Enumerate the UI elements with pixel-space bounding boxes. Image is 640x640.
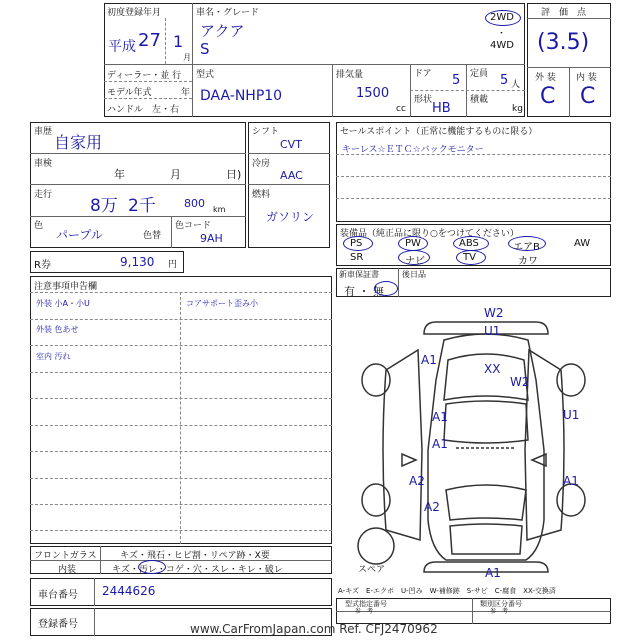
car-name: アクア: [200, 22, 245, 40]
grade-label: 評 価 点: [541, 8, 587, 18]
equip-pw: PW: [405, 238, 421, 249]
fuel-value: ガソリン: [266, 210, 315, 224]
mileage-label: 走行: [34, 190, 53, 200]
mileage-sen: 2千: [128, 196, 156, 216]
circle-abs: [453, 236, 489, 251]
displacement-label: 排気量: [336, 70, 364, 80]
history-value: 自家用: [54, 133, 103, 152]
damage-mark-5: A1: [421, 353, 437, 367]
notes-label: 注意事項申告欄: [34, 282, 98, 292]
drive-separator: ・: [497, 29, 507, 39]
capacity-label: 定員: [470, 69, 489, 79]
registration-month: 1: [173, 32, 184, 51]
fuel-label: 燃料: [252, 190, 271, 200]
class-number-sub: 参 考: [490, 608, 509, 615]
damage-mark-10: A2: [424, 500, 440, 514]
circle-airbag: [508, 236, 546, 251]
registration-year: 27: [138, 30, 161, 51]
front-left-wheel: [362, 484, 390, 516]
interior-label: 内装: [58, 565, 77, 575]
damage-mark-1: W2: [484, 306, 504, 320]
circle-ps: [343, 236, 373, 251]
return-item-label: 後日品: [402, 270, 426, 279]
exterior-grade-label: 外 装: [535, 73, 556, 83]
drive-4wd: 4WD: [490, 40, 514, 51]
shift-label: シフト: [252, 127, 280, 137]
circle-navi: [398, 250, 430, 265]
shaken-label: 車検: [34, 159, 53, 169]
door-count: 5: [452, 73, 461, 88]
drive-2wd: 2WD: [490, 12, 514, 23]
note-left-3: 室内 汚れ: [36, 352, 71, 361]
car-damage-diagram: [336, 300, 611, 585]
note-right-1: コアサポート歪み小: [186, 299, 258, 308]
door-label: ドア: [414, 69, 432, 79]
windshield-outline: [446, 485, 526, 520]
capacity-unit: 人: [511, 80, 521, 90]
sales-point-box: [336, 122, 611, 222]
top-section: [104, 3, 525, 117]
cc-unit: cc: [396, 104, 406, 114]
circle-pw: [398, 236, 428, 251]
color-value: パープル: [56, 228, 103, 242]
mileage-hyaku: 800: [184, 197, 205, 210]
yen-unit: 円: [168, 260, 178, 270]
damage-mark-4: W2: [510, 375, 530, 389]
equip-airbag: エアB: [513, 242, 540, 253]
circle-interior-dirt: [138, 560, 166, 574]
equip-abs: ABS: [459, 238, 479, 249]
displacement: 1500: [356, 86, 390, 101]
color-code: 9AH: [200, 232, 223, 245]
damage-mark-12: A1: [485, 566, 501, 580]
shift-value: CVT: [280, 138, 302, 151]
month-unit: 月: [183, 53, 191, 62]
damage-mark-9: A2: [409, 474, 425, 488]
history-label: 車歴: [34, 127, 53, 137]
damage-mark-11: A1: [563, 474, 579, 488]
warranty-label: 新車保証書: [339, 270, 379, 279]
capacity: 5: [500, 73, 509, 88]
interior-grade: C: [580, 84, 596, 109]
equipment-label: 装備品（純正品に限り○をつけてください）: [340, 229, 519, 239]
damage-mark-6: A1: [432, 410, 448, 424]
exterior-grade: C: [540, 84, 556, 109]
car-type: DAA-NHP10: [200, 88, 283, 104]
grade-score: (3.5): [537, 30, 590, 55]
handle-label: ハンドル 左・右: [107, 105, 180, 115]
shaken-month: 月: [170, 168, 181, 181]
interior-grade-label: 内 装: [576, 73, 597, 83]
warranty-value: 有 ・ 無: [344, 285, 384, 298]
recycle-value: 9,130: [120, 255, 155, 269]
registration-era: 平成: [108, 39, 136, 55]
equip-aw: AW: [574, 238, 591, 249]
km-unit: km: [213, 205, 226, 214]
damage-mark-8: A1: [432, 437, 448, 451]
chassis-number: 2444626: [102, 584, 156, 598]
ac-value: AAC: [280, 169, 303, 182]
model-designation-label: 型式指定番号: [345, 600, 387, 608]
watermark: www.CarFromJapan.com Ref. CFJ2470962: [190, 622, 438, 636]
damage-mark-7: U1: [563, 408, 580, 422]
sales-point-label: セールスポイント（正常に機能するものに限る）: [340, 127, 538, 137]
windshield-value: キズ・飛石・ヒビ割・リペア跡・X要: [120, 551, 270, 561]
recycle-box: [30, 251, 184, 273]
shaken-day: 日): [226, 168, 242, 181]
body-shape: HB: [432, 101, 451, 116]
spare-tire: [358, 528, 394, 564]
roof-outline: [444, 401, 528, 443]
shape-label: 形状: [414, 95, 433, 105]
color-label: 色: [34, 221, 44, 231]
kg-unit: kg: [512, 104, 523, 114]
model-designation-sub: 参 考: [355, 608, 374, 615]
chassis-label: 車台番号: [38, 590, 78, 601]
left-side-outline: [383, 350, 422, 540]
car-grade: S: [200, 40, 210, 58]
first-registration-label: 初度登録年月: [107, 8, 162, 18]
damage-legend: A-キズ E-エクボ U-凹み W-補修跡 S-サビ C-腐食 XX-交換済: [338, 587, 556, 595]
interior-value: キズ・汚レ・コゲ・穴・スレ・キレ・破レ: [112, 565, 283, 575]
windshield-label: フロントガラス: [34, 551, 97, 561]
mileage-man: 8万: [90, 196, 118, 216]
model-year-label: モデル年式: [107, 88, 152, 98]
sales-point-line-1: キーレス☆ＥＴＣ☆バックモニター: [342, 145, 484, 155]
car-name-label: 車名・グレード: [196, 8, 260, 18]
spare-label: スペア: [358, 565, 386, 575]
hood-outline: [450, 524, 522, 554]
class-number-label: 類別区分番号: [480, 600, 522, 608]
damage-mark-2: U1: [484, 324, 501, 338]
color-code-label: 色コード: [175, 221, 212, 231]
model-year-unit: 年: [181, 88, 191, 98]
equip-tv: TV: [463, 252, 476, 263]
left-mirror-outline: [402, 454, 416, 466]
recycle-label: R券: [34, 260, 51, 271]
circle-warranty-none: [374, 281, 398, 296]
circle-tv: [456, 250, 486, 265]
front-right-wheel: [557, 484, 585, 516]
dealer-label: ディーラー・並 行: [107, 71, 182, 81]
equip-leather: カワ: [518, 256, 538, 267]
load-label: 積載: [470, 95, 489, 105]
equip-sr: SR: [350, 252, 364, 263]
shaken-year: 年: [114, 168, 125, 181]
note-left-2: 外装 色あせ: [36, 325, 79, 334]
equip-ps: PS: [350, 238, 363, 249]
repaint-label: 色替: [143, 231, 162, 241]
note-left-1: 外装 小A・小U: [36, 299, 90, 308]
equip-navi: ナビ: [405, 256, 425, 267]
ac-label: 冷房: [252, 159, 271, 169]
type-label: 型式: [196, 70, 215, 80]
damage-mark-3: XX: [484, 362, 501, 376]
registration-number-label: 登録番号: [38, 619, 78, 630]
